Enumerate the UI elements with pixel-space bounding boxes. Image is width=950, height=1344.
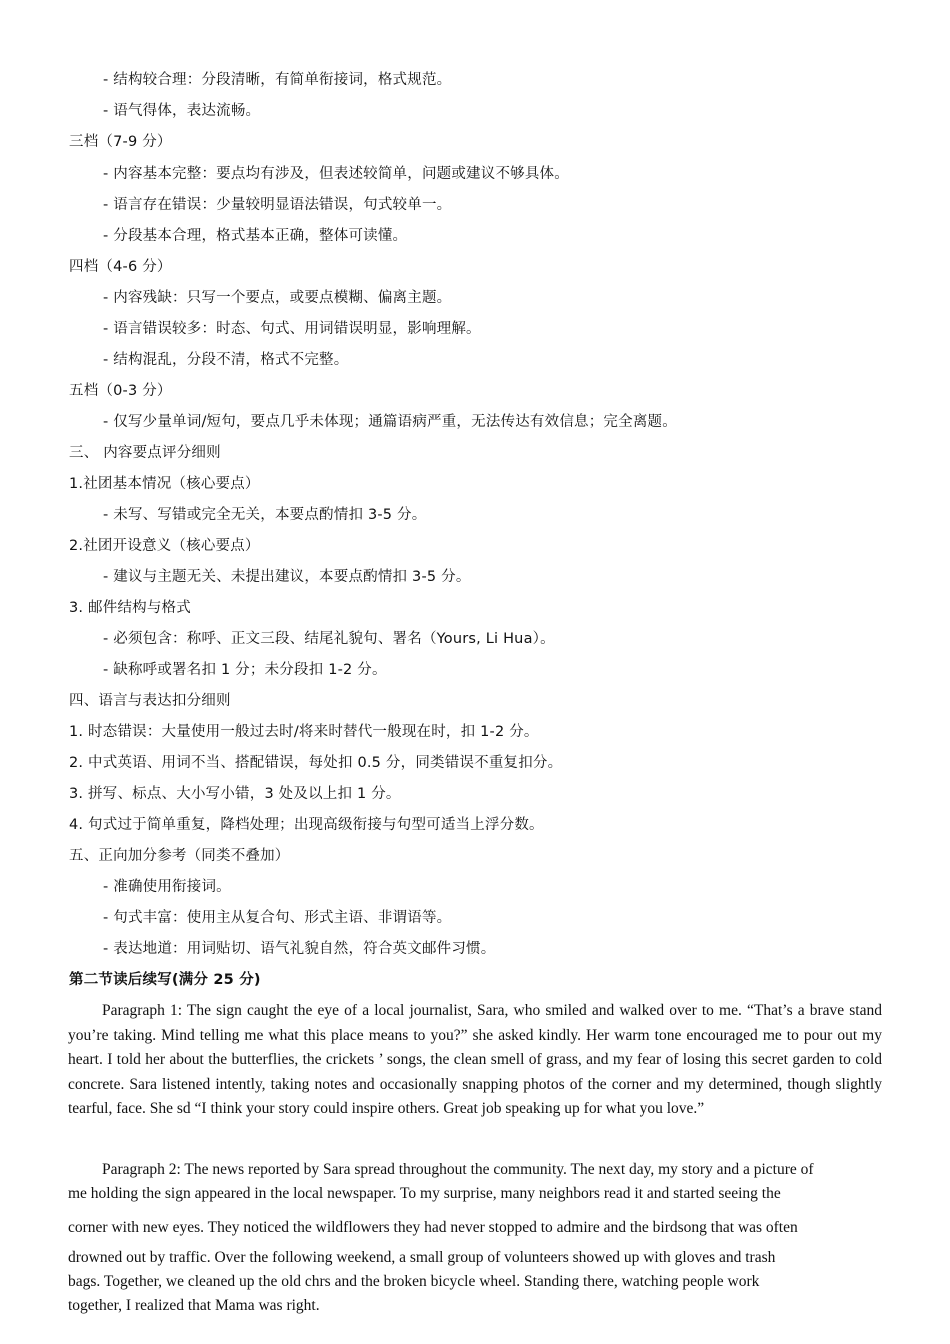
deduction-line: 4. 句式过于简单重复，降档处理；出现高级衔接与句型可适当上浮分数。 — [69, 817, 544, 833]
criteria-line: - 表达地道：用词贴切、语气礼貌自然，符合英文邮件习惯。 — [103, 941, 496, 957]
deduction-line: 3. 拼写、标点、大小写小错，3 处及以上扣 1 分。 — [69, 786, 401, 802]
criteria-line: - 建议与主题无关、未提出建议，本要点酌情扣 3-5 分。 — [103, 569, 471, 585]
criteria-line: - 句式丰富：使用主从复合句、形式主语、非谓语等。 — [103, 910, 452, 926]
criteria-line: - 缺称呼或署名扣 1 分；未分段扣 1-2 分。 — [103, 662, 387, 678]
subsection-heading: 1.社团基本情况（核心要点） — [69, 476, 260, 492]
subsection-heading: 2.社团开设意义（核心要点） — [69, 538, 260, 554]
criteria-line: - 分段基本合理，格式基本正确，整体可读懂。 — [103, 228, 408, 244]
paragraph-2-line: together, I realized that Mama was right. — [68, 1297, 320, 1314]
criteria-line: - 仅写少量单词/短句，要点几乎未体现；通篇语病严重，无法传达有效信息；完全离题。 — [103, 414, 677, 430]
criteria-line: - 结构混乱，分段不清，格式不完整。 — [103, 352, 349, 368]
paragraph-2-line: Paragraph 2: The news reported by Sara spread throughout the community. The next day, my story and a picture of — [102, 1161, 814, 1178]
paragraph-2-line: corner with new eyes. They noticed the wildflowers they had never stopped to admire and the birdsong that was often — [68, 1219, 798, 1236]
deduction-line: 2. 中式英语、用词不当、搭配错误，每处扣 0.5 分，同类错误不重复扣分。 — [69, 755, 563, 771]
section-heading: 四、语言与表达扣分细则 — [69, 693, 231, 709]
section-heading: 五、正向加分参考（同类不叠加） — [69, 848, 290, 864]
section-heading: 三、 内容要点评分细则 — [69, 445, 221, 461]
criteria-line: - 语言存在错误：少量较明显语法错误，句式较单一。 — [103, 197, 452, 213]
grade-heading: 五档（0-3 分） — [69, 383, 172, 399]
criteria-line: - 语气得体，表达流畅。 — [103, 103, 261, 119]
grade-heading: 三档（7-9 分） — [69, 134, 172, 150]
criteria-line: - 结构较合理：分段清晰，有简单衔接词，格式规范。 — [103, 72, 452, 88]
criteria-line: - 语言错误较多：时态、句式、用词错误明显，影响理解。 — [103, 321, 481, 337]
criteria-line: - 必须包含：称呼、正文三段、结尾礼貌句、署名（Yours, Li Hua）。 — [103, 631, 555, 647]
criteria-line: - 未写、写错或完全无关，本要点酌情扣 3-5 分。 — [103, 507, 427, 523]
criteria-line: - 准确使用衔接词。 — [103, 879, 231, 895]
paragraph-2-line: drowned out by traffic. Over the following weekend, a small group of volunteers showed up with gloves and trash — [68, 1249, 776, 1266]
paragraph-1: Paragraph 1: The sign caught the eye of a local journalist, Sara, who smiled and walked over to me. “That’s a brave stand you’re taking. Mind telling me what this place means to you?” she asked kindly. Her warm tone encouraged me to pour out my heart. I told her about the butterflies, the crickets ’ songs, the clean smell of grass, and my fear of losing this secret garden to cold concrete. Sara listened intently, taking notes and occasionally snapping photos of the corner and my determined, though slightly tearful, face. She sd “I think your story could inspire others. Great job speaking up for what you love.” — [68, 1002, 882, 1117]
paragraph-2-line: me holding the sign appeared in the local newspaper. To my surprise, many neighbors read it and started seeing the — [68, 1185, 781, 1202]
criteria-line: - 内容基本完整：要点均有涉及，但表述较简单，问题或建议不够具体。 — [103, 166, 569, 182]
deduction-line: 1. 时态错误：大量使用一般过去时/将来时替代一般现在时，扣 1-2 分。 — [69, 724, 539, 740]
subsection-heading: 3. 邮件结构与格式 — [69, 600, 191, 616]
criteria-line: - 内容残缺：只写一个要点，或要点模糊、偏离主题。 — [103, 290, 452, 306]
grade-heading: 四档（4-6 分） — [69, 259, 172, 275]
paragraph-2-line: bags. Together, we cleaned up the old chrs and the broken bicycle wheel. Standing there, watching people work — [68, 1273, 760, 1290]
part-two-heading: 第二节读后续写(满分 25 分) — [69, 972, 261, 988]
